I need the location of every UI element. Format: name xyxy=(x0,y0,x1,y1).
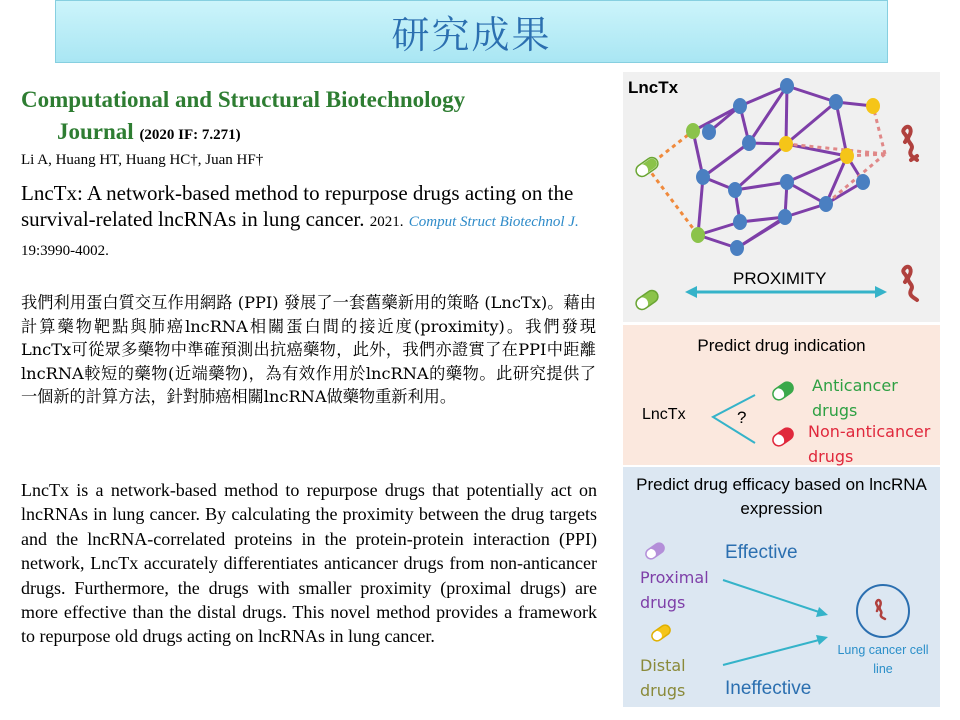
summary-english: LncTx is a network-based method to repurpose drugs that potentially act on lncRNAs in lung cancer. By calculating the proximity between the drug targets and the lncRNA-correlated proteins in the protein-protein interaction (PPI) network, LncTx accurately differentiates anticancer drugs from non-anticancer drugs. Furthermore, the drugs with smaller proximity (proximal drugs) are more effective than the distal drugs. This novel method provides a framework to repurpose old drugs acting on lncRNAs in lung cancer. xyxy=(21,480,597,647)
drug-capsule-icon-2 xyxy=(634,288,661,312)
ineffective-arrow xyxy=(723,640,819,665)
journal-name-line2: Journal xyxy=(57,119,134,144)
journal-name-line1: Computational and Structural Biotechnology xyxy=(21,87,466,112)
proximal-label: Proximal drugs xyxy=(640,568,709,612)
network-panel xyxy=(623,72,940,322)
drug-edges xyxy=(647,131,698,235)
indication-title: Predict drug indication xyxy=(697,336,866,355)
cell-line-icon xyxy=(857,585,909,637)
proximity-label: PROXIMITY xyxy=(733,269,827,288)
paper-volume: 19:3990-4002. xyxy=(21,243,109,259)
paper-citation xyxy=(21,180,601,264)
distal-label: Distal drugs xyxy=(640,656,686,700)
non-anticancer-label: Non-anticancer drugs xyxy=(808,422,931,466)
network-label: LncTx xyxy=(628,78,679,97)
efficacy-title: Predict drug efficacy based on lncRNA expression xyxy=(636,475,927,518)
effective-label: Effective xyxy=(725,542,798,563)
question-mark: ? xyxy=(737,408,747,427)
ineffective-label: Ineffective xyxy=(725,678,812,699)
cell-line-label: Lung cancer cell line xyxy=(837,643,929,676)
paper-authors: Li A, Huang HT, Huang HC†, Juan HF† xyxy=(21,152,264,168)
non-anticancer-capsule-icon xyxy=(771,426,796,448)
impact-factor: (2020 IF: 7.271) xyxy=(139,127,241,143)
anticancer-label: Anticancer drugs xyxy=(812,376,898,420)
summary-chinese: 我們利用蛋白質交互作用網路 (PPI) 發展了一套舊藥新用的策略 (LncTx)。藉由計算藥物靶點與肺癌lncRNA相關蛋白間的接近度(proximity)。我們發現LncTx可從眾多藥物中準確預測出抗癌藥物，此外，我們亦證實了在PPI中距離 lncRNA較短的藥物(近端藥物)，為有效作用於lncRNA的藥物。此研究提供了一個新的計算方法，針對肺癌相關lncRNA做藥物重新利用。 xyxy=(21,293,596,407)
paper-journal-abbrev: Comput Struct Biotechnol J. xyxy=(408,214,579,230)
journal-name xyxy=(21,84,611,151)
journal-name-line2-row xyxy=(21,116,611,151)
slide-title-banner xyxy=(55,0,888,63)
distal-capsule-icon xyxy=(650,623,672,643)
anticancer-capsule-icon xyxy=(771,380,796,402)
slide-title: 研究成果 xyxy=(391,13,552,57)
indication-panel xyxy=(623,325,940,465)
drug-capsule-icon xyxy=(634,155,661,179)
indication-lnctx-label: LncTx xyxy=(642,406,686,423)
efficacy-panel xyxy=(623,467,940,707)
lncrna-icon-2 xyxy=(903,267,917,300)
paper-title: LncTx: A network-based method to repurpose drugs acting on the survival-related lncRNAs in lung cancer. xyxy=(21,181,574,231)
paper-year: 2021. xyxy=(369,214,404,230)
proximal-capsule-icon xyxy=(644,541,666,561)
lncrna-icon xyxy=(903,127,917,160)
effective-arrow xyxy=(723,580,819,612)
